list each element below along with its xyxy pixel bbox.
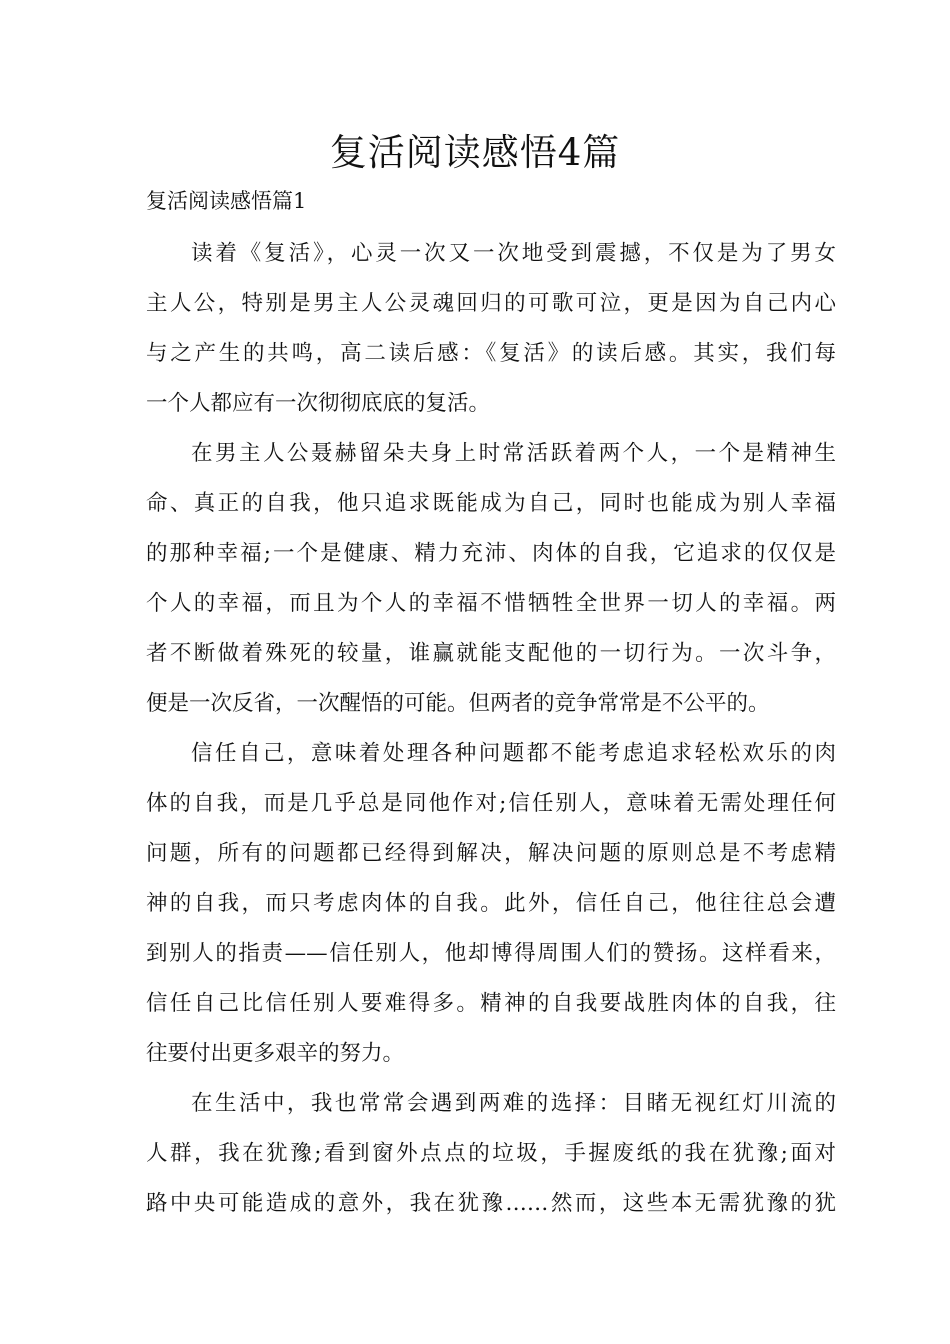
document-title: 复活阅读感悟4篇	[329, 131, 621, 174]
text-line: 问题，所有的问题都已经得到解决，解决问题的原则总是不考虑精	[146, 841, 836, 866]
section-heading: 复活阅读感悟篇1	[146, 189, 307, 213]
text-line: 便是一次反省，一次醒悟的可能。但两者的竞争常常是不公平的。	[146, 691, 770, 716]
text-line: 命、真正的自我，他只追求既能成为自己，同时也能成为别人幸福	[146, 491, 836, 516]
text-line: 人群，我在犹豫;看到窗外点点的垃圾，手握废纸的我在犹豫;面对	[146, 1141, 836, 1166]
text-line: 信任自己比信任别人要难得多。精神的自我要战胜肉体的自我，往	[146, 991, 836, 1016]
text-line: 者不断做着殊死的较量，谁赢就能支配他的一切行为。一次斗争，	[146, 641, 836, 666]
text-line: 的那种幸福;一个是健康、精力充沛、肉体的自我，它追求的仅仅是	[146, 541, 836, 566]
text-line: 到别人的指责——信任别人，他却博得周围人们的赞扬。这样看来，	[146, 941, 836, 966]
text-line: 体的自我，而是几乎总是同他作对;信任别人，意味着无需处理任何	[146, 791, 836, 816]
text-line: 神的自我，而只考虑肉体的自我。此外，信任自己，他往往总会遭	[146, 891, 836, 916]
text-line: 往要付出更多艰辛的努力。	[146, 1041, 405, 1066]
text-line: 在男主人公聂赫留朵夫身上时常活跃着两个人，一个是精神生	[191, 441, 836, 466]
text-line: 与之产生的共鸣，高二读后感：《复活》的读后感。其实，我们每	[146, 341, 836, 366]
text-line: 读着《复活》，心灵一次又一次地受到震撼，不仅是为了男女	[191, 241, 836, 266]
text-line: 一个人都应有一次彻彻底底的复活。	[146, 391, 491, 416]
text-line: 个人的幸福，而且为个人的幸福不惜牺牲全世界一切人的幸福。两	[146, 591, 836, 616]
text-line: 在生活中，我也常常会遇到两难的选择：目睹无视红灯川流的	[191, 1091, 836, 1116]
text-line: 信任自己，意味着处理各种问题都不能考虑追求轻松欢乐的肉	[191, 741, 836, 766]
document-body	[146, 234, 836, 1234]
text-line: 路中央可能造成的意外，我在犹豫……然而，这些本无需犹豫的犹	[146, 1191, 836, 1216]
text-line: 主人公，特别是男主人公灵魂回归的可歌可泣，更是因为自己内心	[146, 291, 836, 316]
